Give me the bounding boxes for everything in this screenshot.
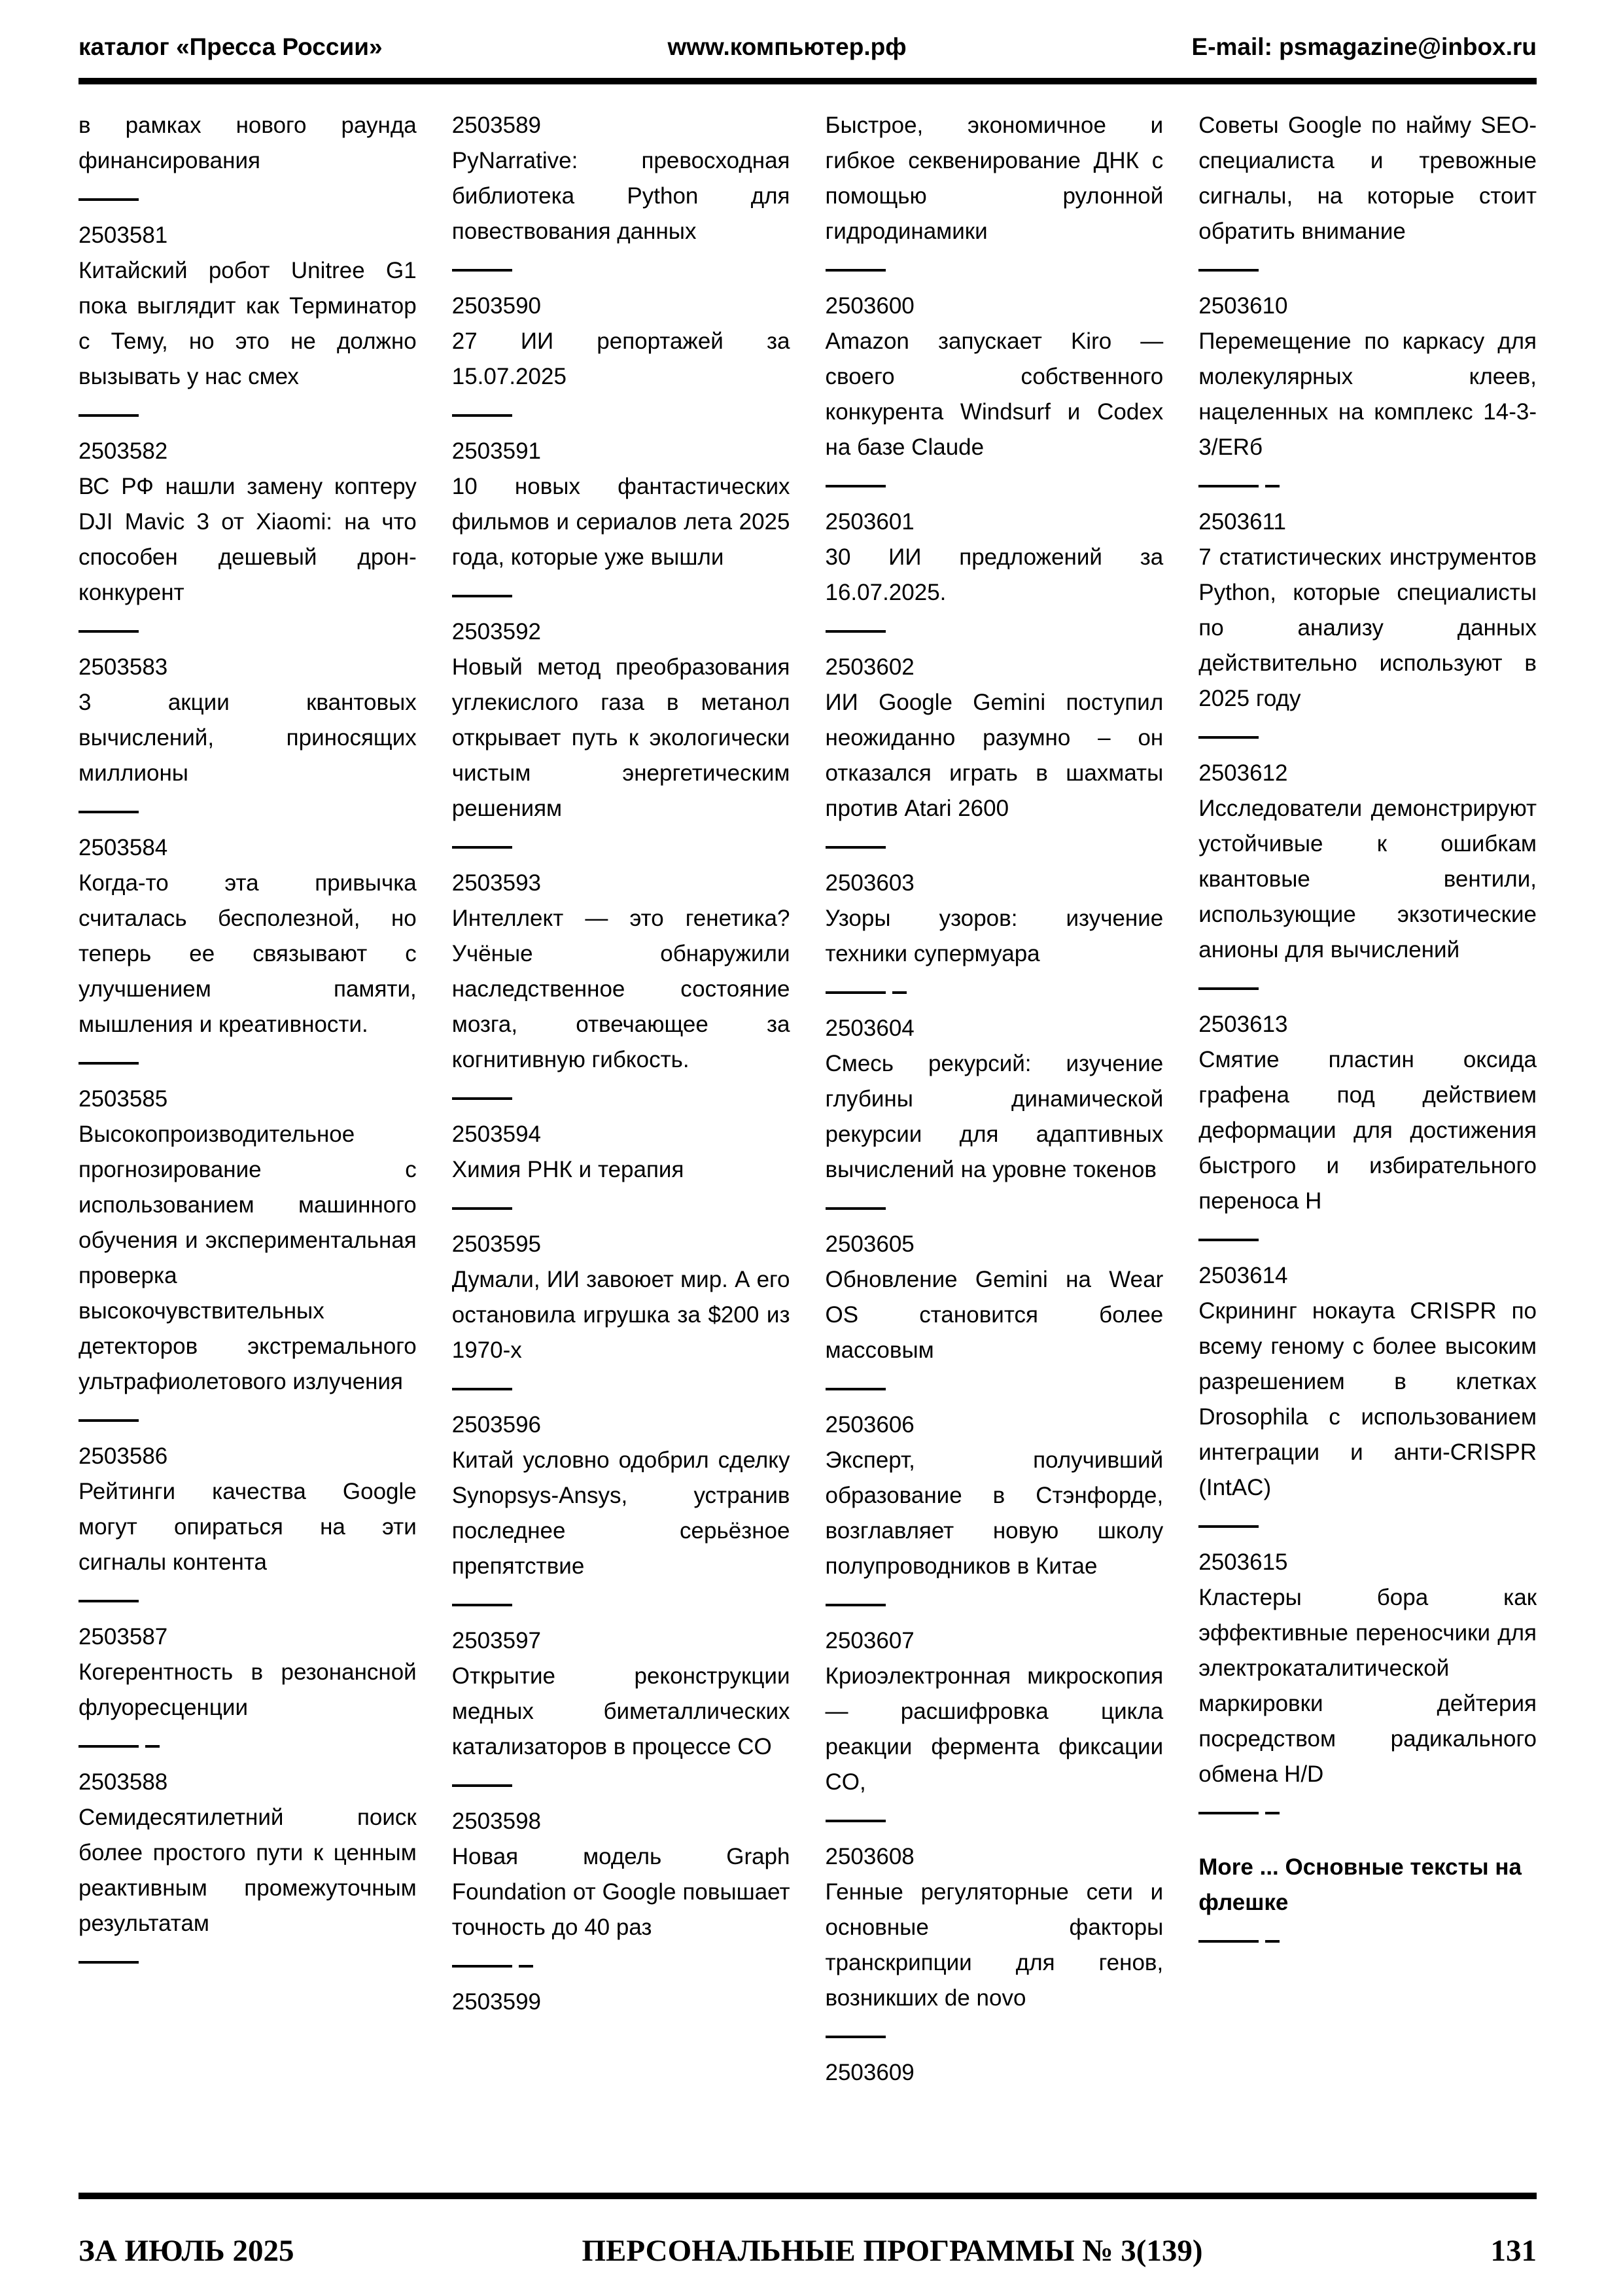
entry-id: 2503614 xyxy=(1198,1262,1288,1288)
entry-id: 2503583 xyxy=(79,654,168,680)
separator-line xyxy=(452,846,790,849)
separator-dash xyxy=(452,1207,512,1210)
entry-id: 2503587 xyxy=(79,1623,168,1650)
entry-title: Открытие реконструкции медных биметаллических катализаторов в процессе CO xyxy=(451,1663,790,1759)
separator-line xyxy=(1198,1525,1537,1528)
entry-id: 2503599 xyxy=(451,1988,542,2015)
separator-dash-tail xyxy=(145,1745,160,1748)
separator-line xyxy=(452,1207,790,1210)
separator-dash xyxy=(79,414,139,417)
entry-title: Китайский робот Unitree G1 пока выглядит как Терминатор с Тему, но это не должно вызывать у нас смех xyxy=(79,257,417,389)
separator-dash xyxy=(79,811,139,813)
entry-id: 2503597 xyxy=(451,1627,542,1653)
separator-dash xyxy=(79,630,139,633)
separator-dash xyxy=(79,1062,139,1065)
header-website: www.компьютер.рф xyxy=(667,33,907,60)
separator-line xyxy=(1198,485,1537,487)
entry-id: 2503610 xyxy=(1198,292,1288,319)
separator-dash xyxy=(826,2036,886,2038)
separator-line xyxy=(826,269,1164,272)
page-footer xyxy=(79,2233,1537,2269)
separator-line xyxy=(79,1419,417,1422)
header-email: E-mail: psmagazine@inbox.ru xyxy=(1191,33,1537,60)
more-note-text: More ... Основные тексты на флешке xyxy=(1198,1854,1522,1915)
entry-id: 2503615 xyxy=(1198,1549,1288,1575)
separator-line xyxy=(452,1604,790,1606)
entry-title: ВС РФ нашли замену коптеру DJI Mavic 3 от Xiaomi: на что способен дешевый дрон-конкурент xyxy=(79,473,417,605)
separator-line xyxy=(452,1097,790,1100)
entry-title: Обновление Gemini на Wear OS становится более массовым xyxy=(825,1266,1164,1363)
separator-dash xyxy=(826,846,886,849)
separator-dash xyxy=(452,595,512,597)
entry-continuation-text: Быстрое, экономичное и гибкое секвенирование ДНК с помощью рулонной гидродинамики xyxy=(825,112,1164,244)
separator-dash xyxy=(826,1388,886,1390)
entry-title: Узоры узоров: изучение техники супермуара xyxy=(825,905,1164,966)
separator-line xyxy=(1198,987,1537,990)
entry-id: 2503598 xyxy=(451,1808,542,1834)
entry-title: Криоэлектронная микроскопия — расшифровка цикла реакции фермента фиксации CO, xyxy=(825,1663,1164,1795)
entry-id: 2503582 xyxy=(79,438,168,464)
separator-line xyxy=(452,1784,790,1787)
header-divider xyxy=(79,78,1537,84)
entry-title: Новая модель Graph Foundation от Google повышает точность до 40 раз xyxy=(451,1843,790,1940)
entry-title: Смесь рекурсий: изучение глубины динамической рекурсии для адаптивных вычислений на уровне токенов xyxy=(825,1050,1164,1182)
separator-dash xyxy=(1198,485,1259,487)
entry-id: 2503595 xyxy=(451,1231,542,1257)
entry-title: Amazon запускает Kiro — своего собственного конкурента Windsurf и Codex на базе Claude xyxy=(825,328,1164,460)
header-catalog-title: каталог «Пресса России» xyxy=(79,33,383,60)
entry-id: 2503600 xyxy=(825,292,915,319)
entry-id: 2503612 xyxy=(1198,760,1288,786)
entry-continuation-text: Советы Google по найму SEO-специалиста и тревожные сигналы, на которые стоит обратить внимание xyxy=(1198,112,1537,244)
separator-dash xyxy=(826,485,886,487)
entry-title: Когда-то эта привычка считалась бесполезной, но теперь ее связывают с улучшением памяти, мышления и креативности. xyxy=(79,870,417,1037)
separator-dash xyxy=(452,269,512,272)
separator-dash xyxy=(452,414,512,417)
entry-id: 2503602 xyxy=(825,654,915,680)
entry-id: 2503581 xyxy=(79,222,168,248)
separator-dash xyxy=(1198,1940,1259,1943)
separator-line xyxy=(79,198,417,201)
separator-dash xyxy=(826,991,886,994)
separator-line xyxy=(452,1965,790,1968)
separator-dash xyxy=(826,1820,886,1822)
separator-dash-tail xyxy=(1265,1940,1280,1943)
separator-dash xyxy=(79,198,139,201)
page-header xyxy=(0,0,1623,61)
separator-dash xyxy=(1198,1812,1259,1814)
entry-title: Смятие пластин оксида графена под действием деформации для достижения быстрого и избирательного переноса H xyxy=(1198,1046,1537,1214)
separator-line xyxy=(79,1745,417,1748)
entry-title: Высокопроизводительное прогнозирование с использованием машинного обучения и экспериментальная проверка высокочувствительных детекторов экстремального ультрафиолетового излучения xyxy=(79,1121,417,1394)
footer-page-number: 131 xyxy=(1490,2234,1537,2268)
separator-line xyxy=(452,269,790,272)
footer-journal-title: ПЕРСОНАЛЬНЫЕ ПРОГРАММЫ № 3(139) xyxy=(582,2234,1203,2268)
entry-id: 2503588 xyxy=(79,1769,168,1795)
separator-dash-tail xyxy=(1265,1812,1280,1814)
separator-line xyxy=(79,414,417,417)
separator-dash xyxy=(1198,987,1259,990)
separator-dash xyxy=(79,1600,139,1602)
listing-columns xyxy=(0,84,1623,2091)
separator-dash xyxy=(452,1388,512,1390)
entry-title: Перемещение по каркасу для молекулярных клеев, нацеленных на комплекс 14-3-3/ERб xyxy=(1198,328,1537,460)
catalog-column xyxy=(1198,108,1537,2091)
separator-line xyxy=(826,1388,1164,1390)
entry-title: Скрининг нокаута CRISPR по всему геному с более высоким разрешением в клетках Drosophila с использованием интеграции и анти-CRISPR (IntAC) xyxy=(1198,1298,1537,1500)
entry-continuation-text: в рамках нового раунда финансирования xyxy=(79,112,417,173)
separator-dash xyxy=(1198,1239,1259,1241)
entry-title: Интеллект — это генетика? Учёные обнаружили наследственное состояние мозга, отвечающее за когнитивную гибкость. xyxy=(451,905,790,1072)
separator-line xyxy=(1198,1812,1537,1814)
entry-id: 2503589 xyxy=(451,112,542,138)
separator-line xyxy=(79,630,417,633)
entry-title: Генные регуляторные сети и основные факторы транскрипции для генов, возникших de novo xyxy=(825,1879,1164,2011)
separator-dash xyxy=(452,846,512,849)
entry-title: Рейтинги качества Google могут опираться на эти сигналы контента xyxy=(79,1478,417,1575)
separator-dash xyxy=(826,269,886,272)
separator-line xyxy=(826,630,1164,633)
entry-id: 2503593 xyxy=(451,870,542,896)
separator-dash xyxy=(79,1961,139,1964)
entry-title: 3 акции квантовых вычислений, приносящих миллионы xyxy=(79,689,417,786)
separator-line xyxy=(826,485,1164,487)
separator-line xyxy=(79,1600,417,1602)
catalog-column xyxy=(79,108,417,2091)
separator-dash xyxy=(79,1419,139,1422)
entry-id: 2503585 xyxy=(79,1086,168,1112)
separator-line xyxy=(452,1388,790,1390)
entry-id: 2503590 xyxy=(451,292,542,319)
separator-dash xyxy=(452,1965,512,1968)
entry-id: 2503584 xyxy=(79,834,168,860)
separator-line xyxy=(826,1207,1164,1210)
separator-line xyxy=(826,991,1164,994)
separator-line xyxy=(452,595,790,597)
entry-title: Когерентность в резонансной флуоресценции xyxy=(79,1659,417,1720)
entry-id: 2503609 xyxy=(825,2059,915,2085)
separator-line xyxy=(826,1604,1164,1606)
separator-line xyxy=(826,846,1164,849)
separator-dash xyxy=(826,630,886,633)
entry-id: 2503606 xyxy=(825,1411,915,1438)
entry-title: Китай условно одобрил сделку Synopsys-Ansys, устранив последнее серьёзное препятствие xyxy=(451,1447,790,1579)
entry-title: Исследователи демонстрируют устойчивые к ошибкам квантовые вентили, использующие экзотические анионы для вычислений xyxy=(1198,795,1537,963)
entry-title: 30 ИИ предложений за 16.07.2025. xyxy=(825,544,1164,605)
separator-dash xyxy=(1198,1525,1259,1528)
entry-id: 2503604 xyxy=(825,1015,915,1041)
entry-id: 2503603 xyxy=(825,870,915,896)
entry-id: 2503607 xyxy=(825,1627,915,1653)
separator-dash-tail xyxy=(892,991,907,994)
separator-line xyxy=(1198,736,1537,739)
separator-dash-tail xyxy=(1265,485,1280,487)
entry-id: 2503608 xyxy=(825,1843,915,1869)
entry-id: 2503592 xyxy=(451,618,542,645)
separator-line xyxy=(826,2036,1164,2038)
footer-divider xyxy=(79,2193,1537,2199)
entry-id: 2503605 xyxy=(825,1231,915,1257)
separator-line xyxy=(826,1820,1164,1822)
separator-dash xyxy=(826,1604,886,1606)
separator-dash-tail xyxy=(519,1965,533,1968)
entry-title: Эксперт, получивший образование в Стэнфорде, возглавляет новую школу полупроводников в Китае xyxy=(825,1447,1164,1579)
separator-dash xyxy=(452,1784,512,1787)
entry-id: 2503611 xyxy=(1198,508,1286,535)
entry-id: 2503591 xyxy=(451,438,542,464)
entry-title: ИИ Google Gemini поступил неожиданно разумно – он отказался играть в шахматы против Atari 2600 xyxy=(825,689,1164,821)
separator-line xyxy=(1198,1239,1537,1241)
entry-title: Новый метод преобразования углекислого газа в метанол открывает путь к экологически чистым энергетическим решениям xyxy=(451,654,790,821)
entry-title: PyNarrative: превосходная библиотека Python для повествования данных xyxy=(451,147,790,244)
entry-title: Думали, ИИ завоюет мир. А его остановила игрушка за $200 из 1970-х xyxy=(451,1266,790,1363)
entry-title: Химия РНК и терапия xyxy=(451,1156,684,1182)
entry-id: 2503586 xyxy=(79,1443,168,1469)
separator-dash xyxy=(1198,736,1259,739)
entry-id: 2503594 xyxy=(451,1121,542,1147)
separator-dash xyxy=(452,1097,512,1100)
separator-line xyxy=(79,811,417,813)
separator-line xyxy=(79,1062,417,1065)
separator-line xyxy=(1198,269,1537,272)
entry-title: 7 статистических инструментов Python, которые специалисты по анализу данных действительно используют в 2025 году xyxy=(1198,544,1537,711)
entry-id: 2503596 xyxy=(451,1411,542,1438)
separator-dash xyxy=(452,1604,512,1606)
entry-title: Семидесятилетний поиск более простого пути к ценным реактивным промежуточным результатам xyxy=(79,1804,417,1936)
footer-issue-period: ЗА ИЮЛЬ 2025 xyxy=(79,2234,294,2268)
separator-line xyxy=(1198,1940,1537,1943)
separator-line xyxy=(79,1961,417,1964)
separator-dash xyxy=(1198,269,1259,272)
catalog-column xyxy=(452,108,790,2091)
separator-dash xyxy=(826,1207,886,1210)
entry-title: 27 ИИ репортажей за 15.07.2025 xyxy=(451,328,790,389)
entry-title: 10 новых фантастических фильмов и сериалов лета 2025 года, которые уже вышли xyxy=(451,473,790,570)
entry-id: 2503613 xyxy=(1198,1011,1288,1037)
catalog-column xyxy=(826,108,1164,2091)
entry-id: 2503601 xyxy=(825,508,915,535)
separator-line xyxy=(452,414,790,417)
entry-title: Кластеры бора как эффективные переносчики для электрокаталитической маркировки дейтерия посредством радикального обмена H/D xyxy=(1198,1584,1537,1787)
separator-dash xyxy=(79,1745,139,1748)
